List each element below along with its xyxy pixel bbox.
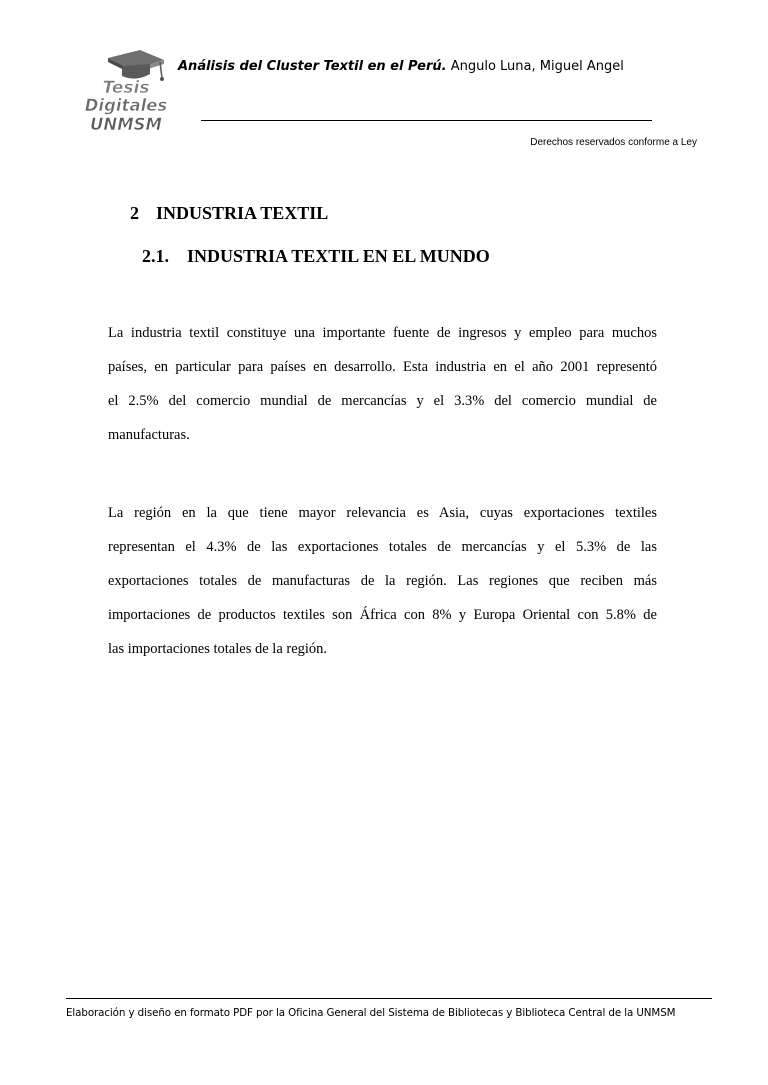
paragraph-1 <box>108 316 657 452</box>
section-title: INDUSTRIA TEXTIL <box>156 203 329 223</box>
thesis-author: Angulo Luna, Miguel Angel <box>450 59 624 74</box>
graduation-cap-icon <box>78 44 174 136</box>
paragraph-line: el 2.5% del comercio mundial de mercancías y el 3.3% del comercio mundial de <box>108 393 657 409</box>
paragraph-line: La industria textil constituye una importante fuente de ingresos y empleo para muchos <box>108 325 657 341</box>
tesis-digitales-logo <box>78 44 174 136</box>
paragraph-line: representan el 4.3% de las exportaciones totales de mercancías y el 5.3% de las <box>108 539 657 555</box>
footer-divider <box>66 998 712 999</box>
section-heading <box>130 203 328 224</box>
paragraph-line: importaciones de productos textiles son África con 8% y Europa Oriental con 5.8% de <box>108 607 657 623</box>
subsection-title: INDUSTRIA TEXTIL EN EL MUNDO <box>187 246 490 266</box>
header-title <box>178 59 738 74</box>
logo-word-digitales: Digitales <box>84 96 168 115</box>
paragraph-line: La región en la que tiene mayor relevancia es Asia, cuyas exportaciones textiles <box>108 505 657 521</box>
thesis-title: Análisis del Cluster Textil en el Perú. <box>178 59 447 74</box>
logo-word-tesis: Tesis <box>102 78 150 98</box>
paragraph-line: países, en particular para países en desarrollo. Esta industria en el año 2001 representó <box>108 359 657 375</box>
rights-notice: Derechos reservados conforme a Ley <box>530 137 697 148</box>
paragraph-line: manufacturas. <box>108 427 190 443</box>
section-number: 2 <box>130 203 139 223</box>
footer-credit: Elaboración y diseño en formato PDF por la Oficina General del Sistema de Bibliotecas y Biblioteca Central de la UNMSM <box>66 1007 676 1019</box>
subsection-heading <box>142 246 490 267</box>
paragraph-line: exportaciones totales de manufacturas de la región. Las regiones que reciben más <box>108 573 657 589</box>
paragraph-line: las importaciones totales de la región. <box>108 641 328 657</box>
subsection-number: 2.1. <box>142 246 169 266</box>
paragraph-2 <box>108 496 657 666</box>
logo-word-unmsm: UNMSM <box>90 115 162 134</box>
header-divider <box>201 120 652 121</box>
